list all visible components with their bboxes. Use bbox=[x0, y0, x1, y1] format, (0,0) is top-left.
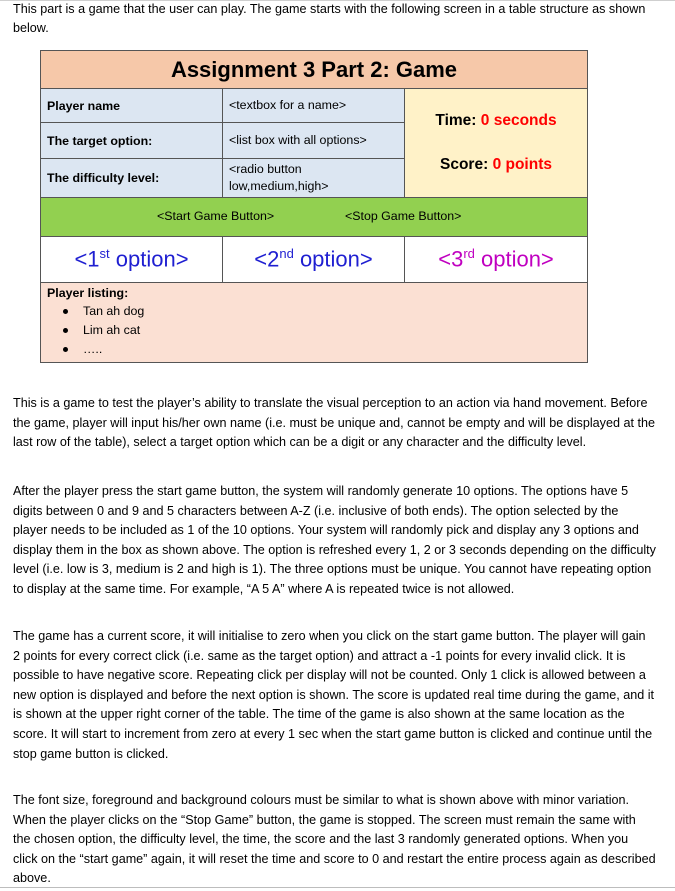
paragraph-2: After the player press the start game button, the system will randomly generate 10 options. The options have 5 digits between 0 and 9 and 5 characters between A-Z (i.e. inclusive of both ends). The option selected by the player needs to be included as 1 of the 10 options. Your system will randomly pick and display any 3 options and display them in the box as shown above. The option is refreshed every 1, 2 or 3 seconds depending on the difficulty level (i.e. low is 3, medium is 2 and high is 1). The three options must be unique. You cannot have repeating option to display at the same time. For example, “A 5 A” where A is repeated twice is not allowed. bbox=[13, 484, 656, 596]
difficulty-label: The difficulty level: bbox=[41, 159, 223, 198]
intro-text: This part is a game that the user can play. The game starts with the following screen in a table structure as shown below. bbox=[13, 2, 646, 35]
target-option-placeholder: <list box with all options> bbox=[223, 123, 405, 159]
list-item: ….. bbox=[83, 340, 581, 359]
list-item: Lim ah cat bbox=[83, 321, 581, 340]
option-3: <3rd option> bbox=[405, 237, 588, 283]
difficulty-placeholder: <radio button low,medium,high> bbox=[223, 159, 405, 198]
game-title: Assignment 3 Part 2: Game bbox=[41, 51, 588, 89]
status-panel bbox=[405, 89, 588, 198]
bottom-rule bbox=[0, 887, 675, 888]
stop-game-button-placeholder: <Stop Game Button> bbox=[345, 209, 462, 223]
option-1: <1st option> bbox=[41, 237, 223, 283]
start-game-button-placeholder: <Start Game Button> bbox=[157, 209, 275, 223]
list-item: Tan ah dog bbox=[83, 302, 581, 321]
player-name-label: Player name bbox=[41, 89, 223, 123]
player-listing bbox=[41, 283, 588, 363]
paragraph-3: The game has a current score, it will initialise to zero when you click on the start game button. The player will gain 2 points for every correct click (i.e. same as the target option) and attract a -1 points for every invalid click. It is possible to have negative score. Repeating click per display will not be counted. Only 1 click is allowed between a new option is displayed and before the next option is shown. The score is updated real time during the game, and it is shown at the upper right corner of the table. The time of the game is also shown at the same location as the score. It will start to increment from zero at every 1 sec when the start game button is clicked and continue until the stop game button is clicked. bbox=[13, 629, 655, 761]
option-2: <2nd option> bbox=[223, 237, 405, 283]
score-value: 0 points bbox=[492, 156, 552, 173]
game-mockup-table bbox=[40, 50, 588, 363]
time-value: 0 seconds bbox=[480, 112, 557, 129]
time-label: Time: bbox=[435, 112, 477, 129]
score-label: Score: bbox=[440, 156, 489, 173]
player-list bbox=[47, 302, 581, 359]
player-name-placeholder: <textbox for a name> bbox=[223, 89, 405, 123]
target-option-label: The target option: bbox=[41, 123, 223, 159]
player-listing-title: Player listing: bbox=[47, 286, 129, 300]
paragraph-4: The font size, foreground and background colours must be similar to what is shown above with minor variation. When the player clicks on the “Stop Game” button, the game is stopped. The screen must remain the same with the chosen option, the difficulty level, the time, the score and the last 3 randomly generated options. When you click on the “start game” again, it will reset the time and score to 0 and restart the entire process again as described above. bbox=[13, 793, 656, 886]
paragraph-1: This is a game to test the player’s ability to translate the visual perception to an action via hand movement. Before the game, player will input his/her own name (i.e. must be unique and, cannot be empty and will be displayed at the last row of the table), select a target option which can be a digit or any character and the difficulty level. bbox=[13, 396, 655, 450]
button-row bbox=[41, 198, 588, 237]
